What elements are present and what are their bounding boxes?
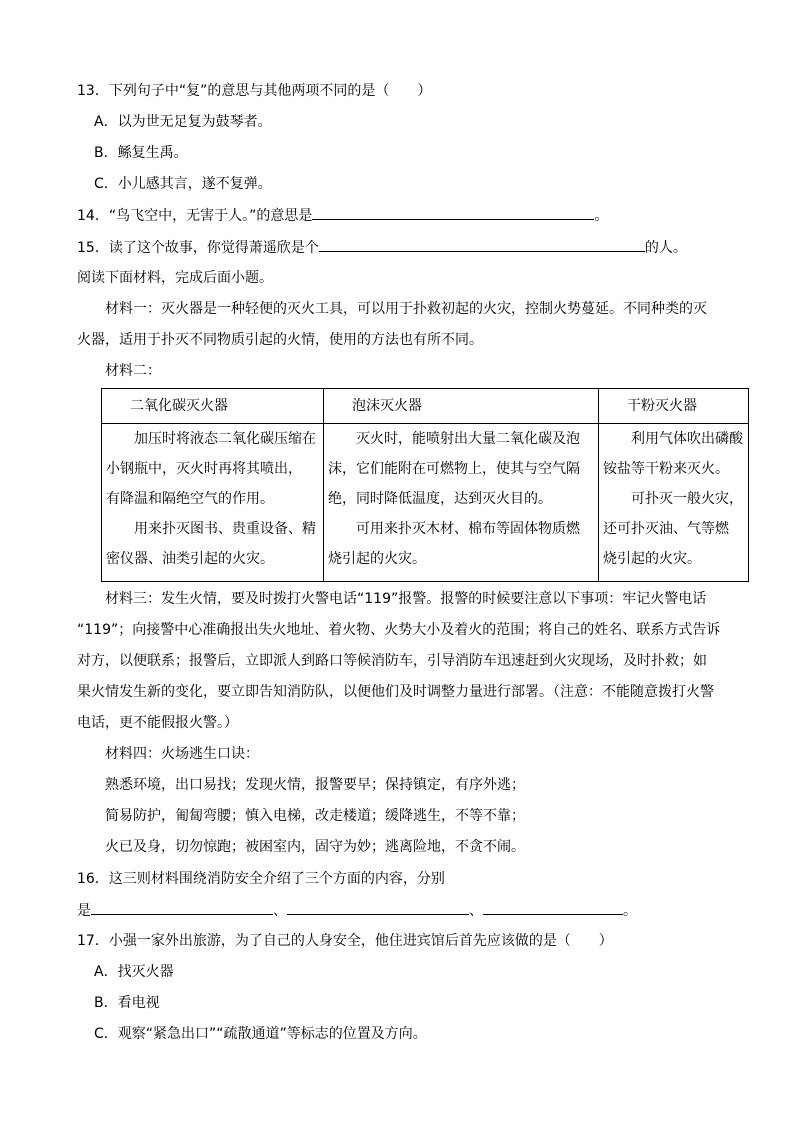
cell-text: 利用气体吹出磷酸: [631, 431, 743, 447]
q16-stem: 16．这三则材料围绕消防安全介绍了三个方面的内容，分别: [77, 871, 445, 887]
table-header-row: [102, 389, 749, 424]
q16-suffix: 。: [623, 903, 637, 919]
table-header-foam: 泡沫灭火器: [324, 389, 599, 424]
reading-instruction: 阅读下面材料，完成后面小题。: [77, 270, 273, 286]
q16-answer-blank-1[interactable]: [91, 900, 273, 915]
material4-line: 火已及身，切勿惊跑；被困室内，固守为妙；逃离险地，不贪不闹。: [105, 839, 525, 855]
material3-line: 电话，更不能假报火警。）: [77, 715, 238, 731]
cell-text: 烧引起的火灾。: [328, 551, 426, 567]
material3-line: “119”；向接警中心准确报出失火地址、着火物、火势大小及着火的范围；将自己的姓名、联系方式告诉: [77, 622, 721, 638]
extinguisher-table: [101, 388, 749, 582]
q14-answer-blank[interactable]: [312, 205, 594, 220]
cell-text: 烧引起的火灾。: [603, 551, 701, 567]
cell-text: 还可扑灭油、气等燃: [603, 521, 729, 537]
q16-answer-line: [77, 900, 637, 920]
material1-line1: 材料一：灭火器是一种轻便的灭火工具，可以用于扑救初起的火灾，控制火势蔓延。不同种类的灭: [105, 301, 707, 317]
material2-label: 材料二：: [105, 363, 161, 379]
material4-line: 熟悉环境，出口易找；发现火情，报警要早；保持镇定，有序外逃；: [105, 777, 525, 793]
q15-prefix: 15．读了这个故事，你觉得萧遥欣是个: [77, 240, 319, 256]
q16-separator: 、: [273, 903, 287, 919]
q14-line: [77, 205, 608, 225]
q16-answer-blank-3[interactable]: [483, 900, 623, 915]
q13-option-c: C．小儿感其言，遂不复弹。: [94, 176, 272, 192]
table-header-powder: 干粉灭火器: [599, 389, 749, 424]
table-row: [102, 424, 749, 582]
material3-line: 材料三：发生火情，要及时拨打火警电话“119”报警。报警的时候要注意以下事项：牢记火警电话: [105, 591, 707, 607]
cell-text: 加压时将液态二氧化碳压缩在: [134, 431, 316, 447]
q17-option-c: C．观察“紧急出口”“疏散通道”等标志的位置及方向。: [94, 1026, 427, 1042]
q15-line: [77, 237, 687, 257]
table-cell-co2: [102, 424, 324, 582]
q15-answer-blank[interactable]: [319, 237, 645, 252]
table-cell-foam: [324, 424, 599, 582]
material4-line: 简易防护，匍匐弯腰；慎入电梯，改走楼道；缓降逃生，不等不靠；: [105, 808, 525, 824]
cell-text: 灭火时，能喷射出大量二氧化碳及泡: [356, 431, 580, 447]
cell-text: 绝，同时降低温度，达到灭火目的。: [328, 491, 552, 507]
cell-text: 铵盐等干粉来灭火。: [603, 461, 729, 477]
q13-stem: 13．下列句子中“复”的意思与其他两项不同的是（ ）: [77, 83, 432, 99]
q13-option-a: A．以为世无足复为鼓琴者。: [94, 114, 272, 130]
material1-line2: 火器，适用于扑灭不同物质引起的火情，使用的方法也有所不同。: [77, 332, 483, 348]
cell-text: 可扑灭一般火灾，: [631, 491, 743, 507]
material3-line: 对方，以便联系；报警后，立即派人到路口等候消防车，引导消防车迅速赶到火灾现场，及时扑救；如: [77, 653, 707, 669]
q15-suffix: 的人。: [644, 240, 687, 256]
q17-option-a: A．找灭火器: [94, 964, 174, 980]
q16-answer-blank-2[interactable]: [287, 900, 469, 915]
cell-text: 密仪器、油类引起的火灾。: [106, 551, 274, 567]
q17-stem: 17．小强一家外出旅游，为了自己的人身安全，他住进宾馆后首先应该做的是（ ）: [77, 933, 613, 949]
q14-prefix: 14．“鸟飞空中，无害于人。”的意思是: [77, 208, 313, 224]
table-cell-powder: [599, 424, 749, 582]
material4-label: 材料四：火场逃生口诀：: [105, 746, 259, 762]
q14-suffix: 。: [594, 208, 609, 224]
cell-text: 可用来扑灭木材、棉布等固体物质燃: [356, 521, 580, 537]
q17-option-b: B．看电视: [94, 995, 160, 1011]
q16-prefix: 是: [77, 903, 91, 919]
cell-text: 有降温和隔绝空气的作用。: [106, 491, 274, 507]
cell-text: 小钢瓶中，灭火时再将其喷出，: [106, 461, 302, 477]
cell-text: 沫，它们能附在可燃物上，使其与空气隔: [328, 461, 580, 477]
table-header-co2: 二氧化碳灭火器: [102, 389, 324, 424]
material3-line: 果火情发生新的变化，要立即告知消防队，以便他们及时调整力量进行部署。（注意：不能随意拨打火警: [77, 684, 714, 700]
q16-separator: 、: [469, 903, 483, 919]
cell-text: 用来扑灭图书、贵重设备、精: [134, 521, 316, 537]
q13-option-b: B．鲧复生禹。: [94, 145, 188, 161]
